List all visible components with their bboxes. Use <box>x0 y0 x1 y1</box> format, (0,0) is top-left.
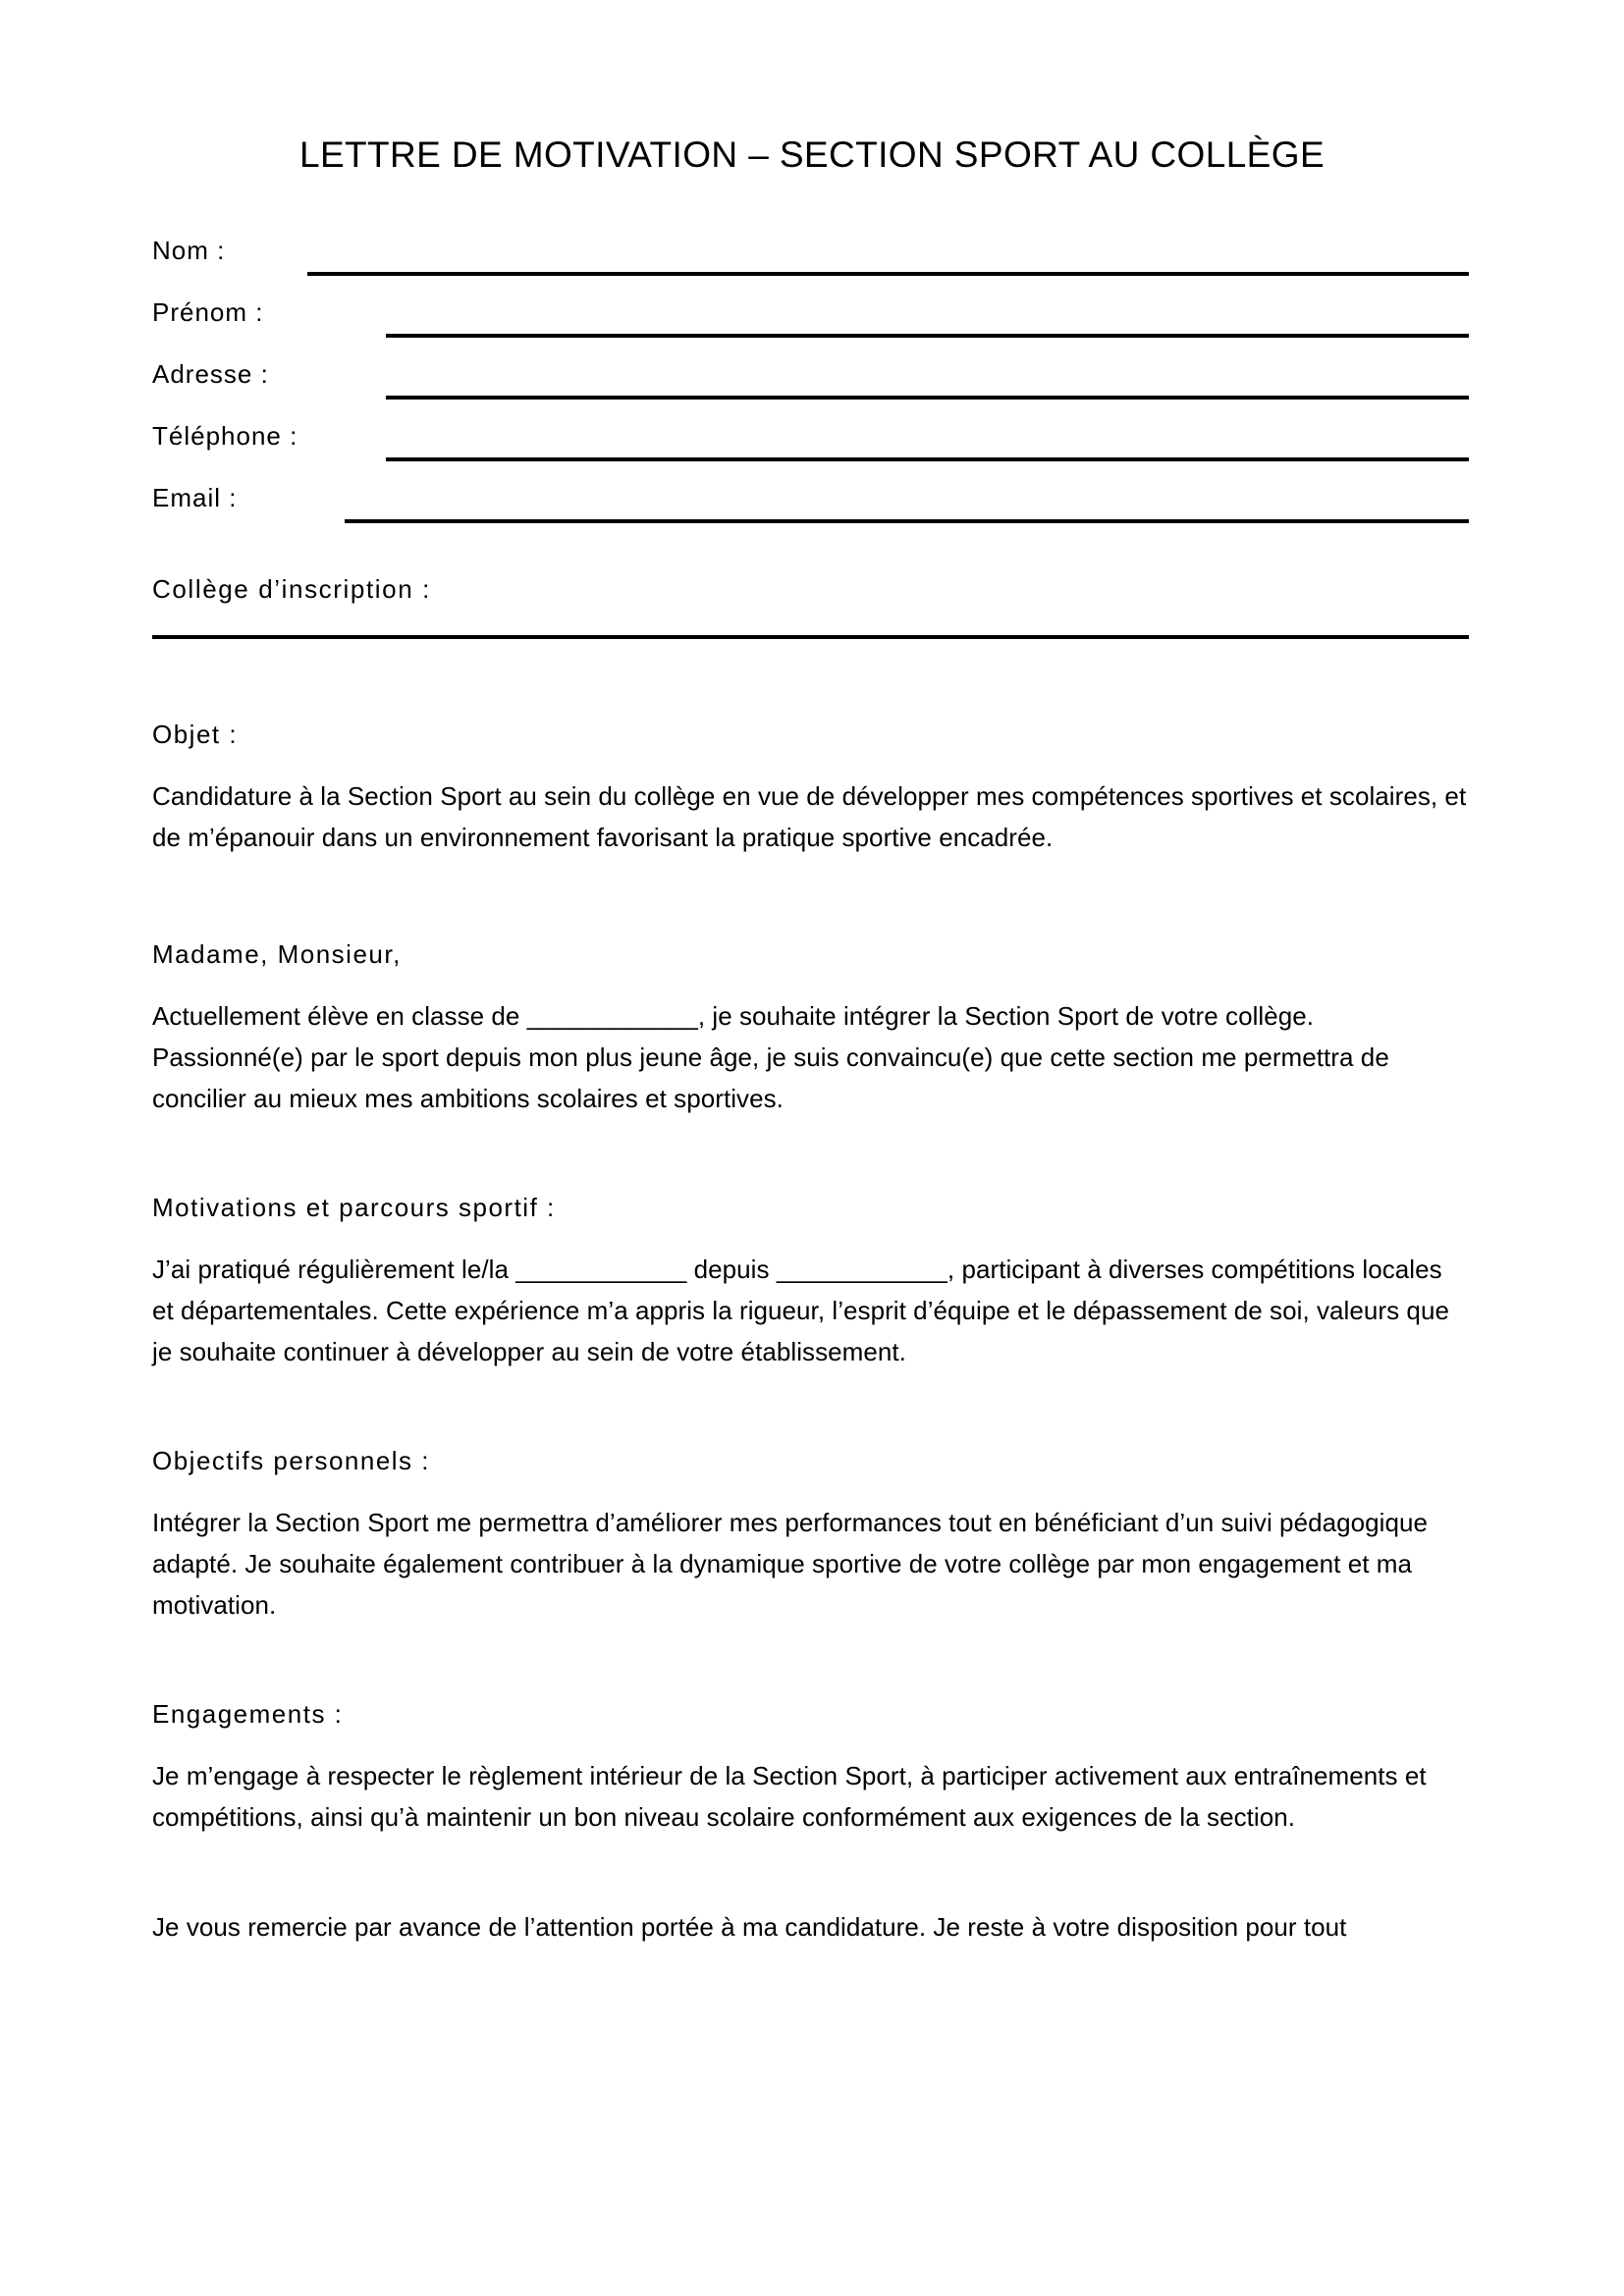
paragraph-closing: Je vous remercie par avance de l’attention portée à ma candidature. Je reste à votre disposition pour tout <box>152 1912 1347 1942</box>
label-college-inscription: Collège d’inscription : <box>152 574 431 604</box>
label-nom: Nom : <box>152 236 226 265</box>
input-rule-prenom[interactable] <box>386 334 1469 338</box>
form-row-nom <box>0 236 1624 297</box>
input-rule-college-inscription[interactable] <box>152 635 1469 639</box>
form-row-email <box>0 483 1624 545</box>
letter-body <box>152 715 1469 1948</box>
form-row-prenom <box>0 297 1624 359</box>
label-prenom: Prénom : <box>152 297 264 327</box>
input-rule-nom[interactable] <box>307 272 1469 276</box>
paragraph-motivations: J’ai pratiqué régulièrement le/la ____________ depuis ____________, participant à diverses compétitions locales et départementales. Cette expérience m’a appris la rigueur, l’esprit d’équipe et le dépassement de soi, valeurs que je souhaite continuer à développer au sein de votre établissement. <box>152 1255 1449 1366</box>
form-row-telephone <box>0 421 1624 483</box>
heading-objectifs: Objectifs personnels : <box>152 1446 431 1475</box>
label-adresse: Adresse : <box>152 359 269 389</box>
form-row-adresse <box>0 359 1624 421</box>
input-rule-telephone[interactable] <box>386 457 1469 461</box>
heading-objet: Objet : <box>152 720 239 749</box>
input-rule-adresse[interactable] <box>386 396 1469 400</box>
heading-engagements: Engagements : <box>152 1699 344 1729</box>
label-email: Email : <box>152 483 238 512</box>
heading-salutation: Madame, Monsieur, <box>152 939 402 969</box>
paragraph-objet: Candidature à la Section Sport au sein du collège en vue de développer mes compétences sportives et scolaires, et de m’épanouir dans un environnement favorisant la pratique sportive encadrée. <box>152 781 1467 852</box>
paragraph-salutation: Actuellement élève en classe de ____________, je souhaite intégrer la Section Sport de votre collège. Passionné(e) par le sport depuis mon plus jeune âge, je suis convaincu(e) que cette section me permettra de concilier au mieux mes ambitions scolaires et sportives. <box>152 1001 1389 1113</box>
heading-motivations: Motivations et parcours sportif : <box>152 1193 556 1222</box>
page-title: LETTRE DE MOTIVATION – SECTION SPORT AU COLLÈGE <box>298 133 1326 175</box>
label-telephone: Téléphone : <box>152 421 298 451</box>
paragraph-engagements: Je m’engage à respecter le règlement intérieur de la Section Sport, à participer activement aux entraînements et compétitions, ainsi qu’à maintenir un bon niveau scolaire conformément aux exigences de la section. <box>152 1761 1427 1832</box>
input-rule-email[interactable] <box>345 519 1469 523</box>
paragraph-objectifs: Intégrer la Section Sport me permettra d’améliorer mes performances tout en bénéficiant d’un suivi pédagogique adapté. Je souhaite également contribuer à la dynamique sportive de votre collège par mon engagement et ma motivation. <box>152 1508 1428 1620</box>
applicant-form <box>0 236 1624 545</box>
